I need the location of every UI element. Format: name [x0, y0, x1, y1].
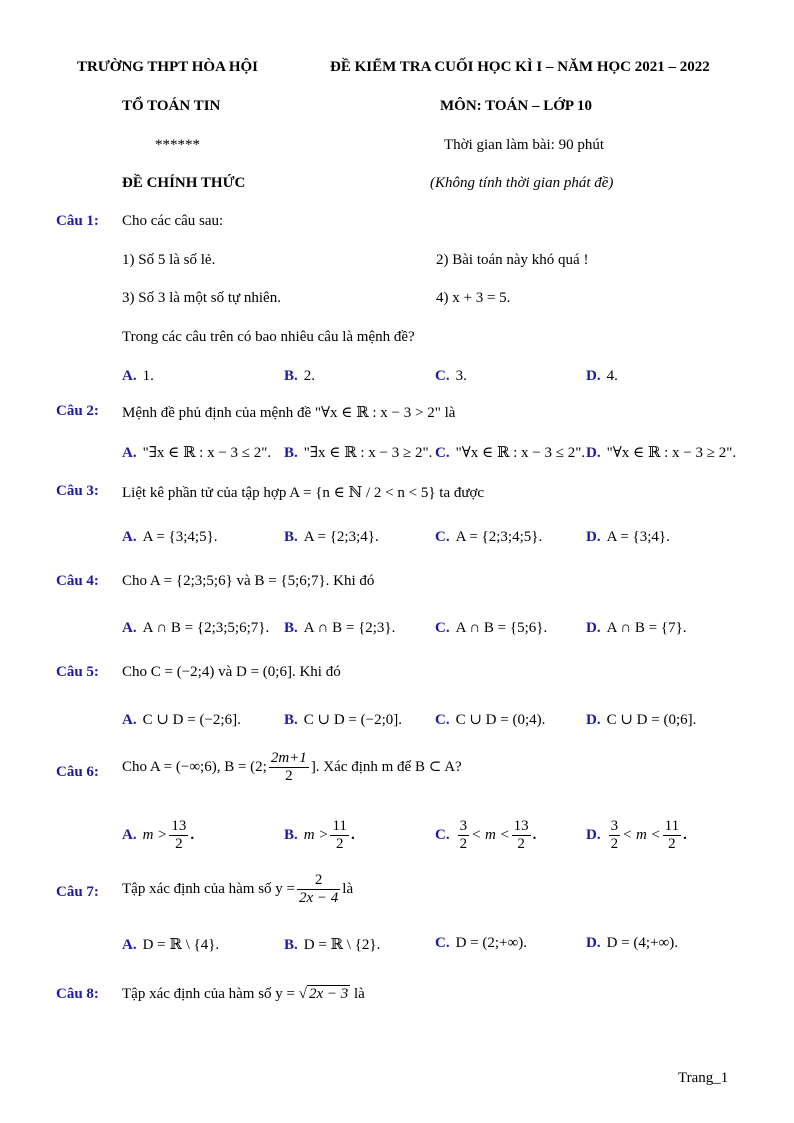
option-letter: A.: [122, 445, 137, 461]
option-text: D = (2;+∞).: [455, 935, 527, 951]
option-c[interactable]: [435, 935, 527, 952]
option-d[interactable]: [586, 443, 736, 462]
denominator: 2: [459, 836, 468, 853]
option-letter: C.: [435, 827, 450, 844]
option-a[interactable]: [122, 620, 269, 637]
option-text: 3.: [455, 368, 467, 384]
option-b[interactable]: [284, 529, 379, 546]
option-letter: D.: [586, 935, 601, 951]
numerator: 3: [458, 818, 470, 836]
option-letter: C.: [435, 712, 450, 728]
question-text: [122, 872, 353, 908]
option-letter: B.: [284, 529, 298, 545]
option-letter: A.: [122, 620, 137, 636]
numerator: 2: [297, 872, 340, 890]
option-text: A = {2;3;4}.: [303, 529, 379, 545]
option-d[interactable]: [586, 935, 678, 952]
denominator: 2: [517, 836, 525, 853]
option-letter: B.: [284, 712, 298, 728]
option-a[interactable]: [122, 935, 219, 954]
option-letter: B.: [284, 445, 298, 461]
school-name: TRƯỜNG THPT HÒA HỘI: [77, 59, 259, 75]
option-text: A = {3;4}.: [606, 529, 670, 545]
fraction: [297, 872, 340, 908]
option-letter: D.: [586, 529, 601, 545]
numerator: 3: [609, 818, 621, 836]
denominator: 2: [335, 836, 344, 853]
option-text: C ∪ D = (0;6].: [606, 712, 697, 728]
question-text: [122, 986, 365, 1003]
fraction: [663, 818, 681, 854]
numerator: 2m+1: [269, 750, 309, 768]
option-text: < m <: [471, 827, 510, 844]
option-c[interactable]: C. $\frac{3}{2}$ < m < $\frac{13}{2}$ .: [435, 818, 537, 853]
question-label: Câu 7:: [56, 884, 99, 900]
option-text: "∀x ∈ ℝ : x − 3 ≥ 2".: [606, 445, 737, 461]
fraction: [269, 750, 309, 786]
question-text: Cho C = (−2;4) và D = (0;6]. Khi đó: [122, 664, 341, 680]
duration: Thời gian làm bài: 90 phút: [444, 137, 604, 153]
option-a[interactable]: [122, 443, 271, 462]
question-label: Câu 8:: [56, 986, 99, 1002]
option-text: A ∩ B = {2;3}.: [303, 620, 396, 636]
question-text: Cho A = {2;3;5;6} và B = {5;6;7}. Khi đó: [122, 573, 375, 589]
statement-3: 3) Số 3 là một số tự nhiên.: [122, 290, 281, 306]
option-letter: D.: [586, 620, 601, 636]
option-letter: C.: [435, 529, 450, 545]
option-letter: B.: [284, 620, 298, 636]
fraction: [609, 818, 621, 854]
option-a[interactable]: A. m > $\frac{13}{2}$ .: [122, 818, 195, 853]
option-c[interactable]: [435, 529, 542, 546]
numerator: 11: [330, 818, 348, 836]
option-text: D = ℝ \ {4}.: [142, 937, 220, 953]
option-text: A ∩ B = {7}.: [606, 620, 687, 636]
option-b[interactable]: [284, 620, 395, 637]
option-a[interactable]: [122, 368, 154, 385]
option-letter: C.: [435, 368, 450, 384]
statement-1: 1) Số 5 là số lẻ.: [122, 252, 216, 268]
option-text: A ∩ B = {5;6}.: [455, 620, 548, 636]
option-text: < m <: [622, 827, 661, 844]
option-text: D = ℝ \ {2}.: [303, 937, 381, 953]
denominator: 2: [610, 836, 619, 853]
option-letter: B.: [284, 368, 298, 384]
fraction: [458, 818, 470, 854]
official-label: ĐỀ CHÍNH THỨC: [122, 175, 246, 191]
denominator: 2x − 4: [299, 890, 339, 907]
option-letter: C.: [435, 620, 450, 636]
option-b[interactable]: [284, 368, 315, 385]
option-text: 1.: [142, 368, 154, 384]
fraction: [512, 818, 531, 854]
subject: MÔN: TOÁN – LỚP 10: [440, 98, 592, 114]
question-text: Cho các câu sau:: [122, 213, 224, 229]
q7-post: là: [342, 881, 354, 898]
stars-divider: ******: [155, 137, 200, 153]
option-text: C ∪ D = (−2;0].: [303, 712, 402, 728]
option-text: C ∪ D = (−2;6].: [142, 712, 241, 728]
option-text: m >: [303, 827, 329, 844]
option-text: C ∪ D = (0;4).: [455, 712, 546, 728]
q8-pre: Tập xác định của hàm số y =: [122, 986, 295, 1002]
statement-2: 2) Bài toán này khó quá !: [436, 252, 589, 268]
q6-post: ]. Xác định m để B ⊂ A?: [310, 759, 462, 776]
question-label: Câu 2:: [56, 403, 99, 419]
option-a[interactable]: [122, 710, 241, 729]
option-text: A = {3;4;5}.: [142, 529, 218, 545]
exam-title: ĐỀ KIỂM TRA CUỐI HỌC KÌ I – NĂM HỌC 2021 – 2022: [330, 59, 710, 75]
question-label: Câu 1:: [56, 213, 99, 229]
option-text: A ∩ B = {2;3;5;6;7}.: [142, 620, 270, 636]
option-text: A = {2;3;4;5}.: [455, 529, 543, 545]
option-letter: C.: [435, 935, 450, 951]
department: TỔ TOÁN TIN: [122, 98, 221, 114]
question-text: [122, 750, 462, 786]
denominator: 2: [285, 768, 293, 785]
option-text: 4.: [606, 368, 618, 384]
option-letter: A.: [122, 827, 137, 844]
question-label: Câu 5:: [56, 664, 99, 680]
question-label: Câu 3:: [56, 483, 99, 499]
q7-pre: Tập xác định của hàm số y =: [122, 881, 295, 898]
option-d[interactable]: [586, 368, 618, 385]
q8-post: là: [354, 986, 365, 1002]
option-b[interactable]: B. m > $\frac{11}{2}$ .: [284, 818, 355, 853]
option-letter: D.: [586, 712, 601, 728]
option-letter: A.: [122, 529, 137, 545]
option-letter: A.: [122, 368, 137, 384]
sqrt-sign: √: [298, 986, 307, 1002]
option-c[interactable]: [435, 368, 467, 385]
radicand: 2x − 3: [308, 986, 349, 1002]
question-prompt: Trong các câu trên có bao nhiêu câu là mệnh đề?: [122, 329, 415, 345]
option-letter: A.: [122, 937, 137, 953]
option-text: "∃x ∈ ℝ : x − 3 ≥ 2".: [303, 445, 433, 461]
option-text: "∃x ∈ ℝ : x − 3 ≤ 2".: [142, 445, 272, 461]
question-label: Câu 6:: [56, 764, 99, 780]
question-text: Liệt kê phần tử của tập hợp A = {n ∈ ℕ / 2 < n < 5} ta được: [122, 485, 485, 501]
option-b[interactable]: [284, 443, 432, 462]
option-text: m >: [142, 827, 168, 844]
option-b[interactable]: [284, 935, 380, 954]
option-letter: D.: [586, 368, 601, 384]
q6-pre: Cho A = (−∞;6), B = (2;: [122, 759, 267, 776]
option-b[interactable]: [284, 710, 402, 729]
option-c[interactable]: [435, 620, 547, 637]
option-d[interactable]: [586, 620, 687, 637]
option-letter: A.: [122, 712, 137, 728]
statement-4: 4) x + 3 = 5.: [436, 290, 511, 306]
option-letter: B.: [284, 937, 298, 953]
numerator: 13: [512, 818, 531, 836]
option-letter: D.: [586, 445, 601, 461]
fraction: [330, 818, 348, 854]
option-letter: D.: [586, 827, 601, 844]
option-a[interactable]: [122, 529, 218, 546]
question-label: Câu 4:: [56, 573, 99, 589]
option-letter: B.: [284, 827, 298, 844]
option-text: "∀x ∈ ℝ : x − 3 ≤ 2".: [455, 445, 586, 461]
option-d[interactable]: [586, 710, 696, 729]
numerator: 11: [663, 818, 681, 836]
page-number: Trang_1: [678, 1070, 729, 1086]
numerator: 13: [169, 818, 188, 836]
option-text: D = (4;+∞).: [606, 935, 678, 951]
denominator: 2: [175, 836, 183, 853]
option-d[interactable]: D. $\frac{3}{2}$ < m < $\frac{11}{2}$ .: [586, 818, 687, 853]
question-text: Mệnh đề phủ định của mệnh đề "∀x ∈ ℝ : x − 3 > 2" là: [122, 405, 456, 421]
option-c[interactable]: [435, 443, 585, 462]
option-letter: C.: [435, 445, 450, 461]
time-note: (Không tính thời gian phát đề): [430, 175, 614, 191]
option-d[interactable]: [586, 529, 670, 546]
option-c[interactable]: [435, 710, 545, 729]
option-text: 2.: [303, 368, 316, 384]
fraction: [169, 818, 188, 854]
denominator: 2: [668, 836, 676, 853]
